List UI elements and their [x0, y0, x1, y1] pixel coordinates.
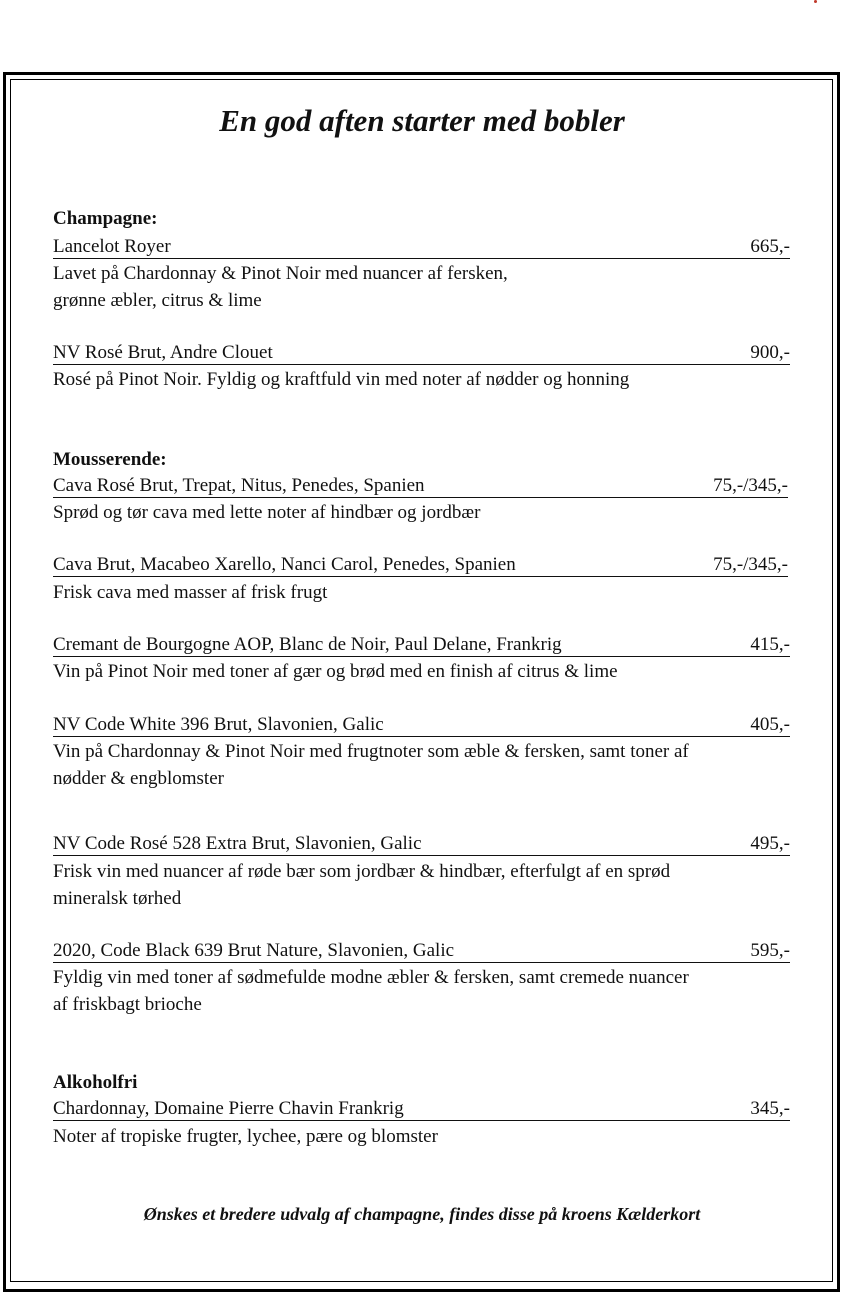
- item-price: 900,-: [750, 342, 790, 363]
- description-line: Fyldig vin med toner af sødmefulde modne æbler & fersken, samt cremede nuancer: [53, 967, 689, 988]
- page-title: En god aften starter med bobler: [219, 103, 625, 138]
- item-name: NV Code Rosé 528 Extra Brut, Slavonien, Galic: [53, 833, 422, 854]
- section-heading-champagne: Champagne:: [53, 208, 158, 229]
- menu-item-line: [53, 342, 790, 365]
- description-line: Rosé på Pinot Noir. Fyldig og kraftfuld vin med noter af nødder og honning: [53, 369, 630, 390]
- menu-item-line: [53, 634, 790, 657]
- description-line: Noter af tropiske frugter, lychee, pære og blomster: [53, 1126, 438, 1147]
- description-line: af friskbagt brioche: [53, 994, 202, 1015]
- description-line: Lavet på Chardonnay & Pinot Noir med nuancer af fersken,: [53, 263, 508, 284]
- corner-mark: [814, 0, 817, 3]
- item-description: [53, 260, 508, 314]
- item-name: 2020, Code Black 639 Brut Nature, Slavonien, Galic: [53, 940, 455, 961]
- item-name: Cava Rosé Brut, Trepat, Nitus, Penedes, Spanien: [53, 475, 425, 496]
- item-description: [53, 579, 327, 606]
- menu-item-line: [53, 236, 790, 259]
- item-description: [53, 658, 618, 685]
- item-description: [53, 499, 480, 526]
- item-description: [53, 964, 689, 1018]
- item-price: 665,-: [750, 236, 790, 257]
- item-name: NV Rosé Brut, Andre Clouet: [53, 342, 273, 363]
- menu-item-line: [53, 554, 788, 577]
- item-name: Lancelot Royer: [53, 236, 171, 257]
- description-line: Vin på Pinot Noir med toner af gær og brød med en finish af citrus & lime: [53, 661, 618, 682]
- description-line: grønne æbler, citrus & lime: [53, 290, 262, 311]
- menu-item-line: [53, 714, 790, 737]
- menu-item-line: [53, 833, 790, 856]
- item-description: [53, 858, 670, 912]
- description-line: Vin på Chardonnay & Pinot Noir med frugtnoter som æble & fersken, samt toner af: [53, 741, 689, 762]
- item-price: 415,-: [750, 634, 790, 655]
- menu-item-line: [53, 475, 788, 498]
- item-description: [53, 738, 689, 792]
- item-name: Cava Brut, Macabeo Xarello, Nanci Carol, Penedes, Spanien: [53, 554, 516, 575]
- section-heading-mousserende: Mousserende:: [53, 449, 167, 470]
- item-price: 75,-/345,-: [713, 475, 788, 496]
- item-price: 595,-: [750, 940, 790, 961]
- description-line: Frisk cava med masser af frisk frugt: [53, 582, 328, 603]
- description-line: Frisk vin med nuancer af røde bær som jordbær & hindbær, efterfulgt af en sprød: [53, 861, 671, 882]
- item-name: NV Code White 396 Brut, Slavonien, Galic: [53, 714, 384, 735]
- item-description: [53, 366, 629, 393]
- description-line: mineralsk tørhed: [53, 888, 182, 909]
- footer-note: Ønskes et bredere udvalg af champagne, findes disse på kroens Kælderkort: [143, 1204, 701, 1224]
- item-price: 75,-/345,-: [713, 554, 788, 575]
- section-heading-alkoholfri: Alkoholfri: [53, 1072, 138, 1093]
- description-line: Sprød og tør cava med lette noter af hindbær og jordbær: [53, 502, 481, 523]
- menu-item-line: [53, 940, 790, 963]
- item-price: 495,-: [750, 833, 790, 854]
- item-description: [53, 1123, 438, 1150]
- menu-item-line: [53, 1098, 790, 1121]
- item-price: 345,-: [750, 1098, 790, 1119]
- item-price: 405,-: [750, 714, 790, 735]
- item-name: Chardonnay, Domaine Pierre Chavin Frankrig: [53, 1098, 404, 1119]
- item-name: Cremant de Bourgogne AOP, Blanc de Noir, Paul Delane, Frankrig: [53, 634, 562, 655]
- description-line: nødder & engblomster: [53, 768, 224, 789]
